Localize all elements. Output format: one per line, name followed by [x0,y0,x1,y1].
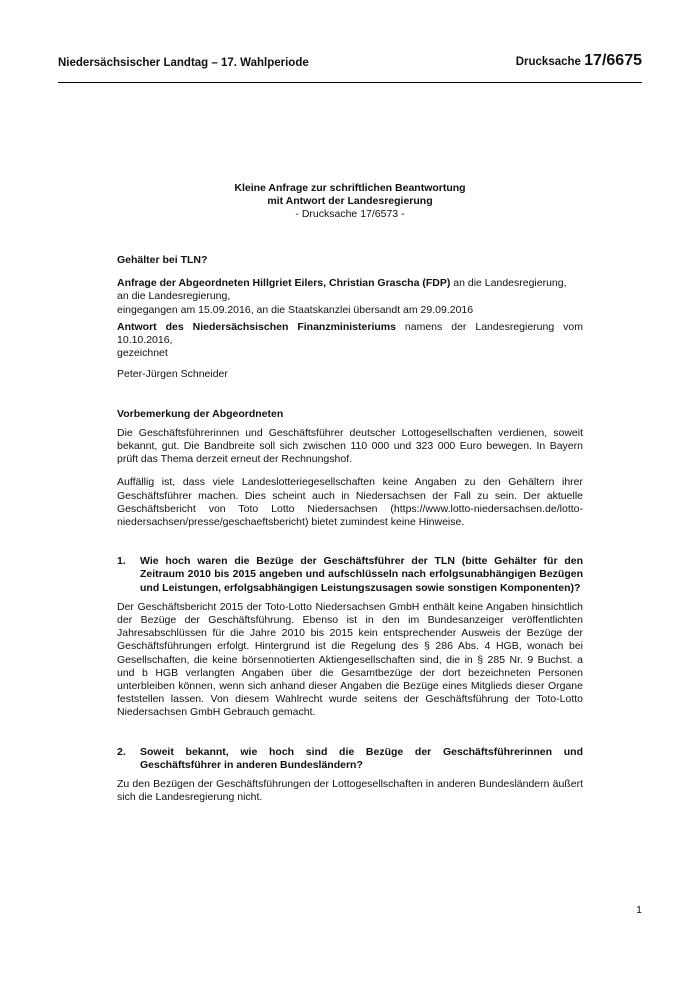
answer-signed: gezeichnet [117,347,168,360]
answer-ministry: Antwort des Niedersächsischen Finanzministeriums [117,320,396,333]
parliament-title: Niedersächsischer Landtag – 17. Wahlperiode [58,57,309,69]
document-label: Drucksache [515,56,581,68]
question-2 [117,746,583,772]
inquiry-addressee: an die Landesregierung, [450,277,567,290]
preface-paragraph-1: Die Geschäftsführerinnen und Geschäftsführer deutscher Lottogesellschaften verdienen, soweit bekannt, gut. Die Bandbreite soll sich zwischen 110 000 und 323 000 Euro bewegen. In Bayern prüft das Thema derzeit erneut der Rechnungshof. [117,426,583,466]
inquiry-authors: Anfrage der Abgeordneten Hillgriet Eilers, Christian Grascha (FDP) [117,277,451,290]
signatory: Peter-Jürgen Schneider [117,368,228,381]
answer-date: namens der Landesregierung vom 10.10.2016, [117,320,583,347]
document-number-value: 17/6675 [584,52,642,69]
preface-paragraph-2: Auffällig ist, dass viele Landeslotteriegesellschaften keine Angaben zu den Gehältern ihrer Geschäftsführer machen. Dies scheint auch in Niedersachsen der Fall zu sein. Der aktuelle Geschäftsbericht von Toto Lotto Niedersachsen (https://www.lotto-niedersachsen.de/lotto-niedersachsen/presse/geschaeftsbericht) bietet zumindest keine Hinweise. [117,476,583,529]
inquiry-dates: eingegangen am 15.09.2016, an die Staatskanzlei übersandt am 29.09.2016 [117,303,474,316]
answer-info [117,321,583,347]
page-number: 1 [636,904,642,916]
title-block [58,182,642,221]
inquiry-line-2: an die Landesregierung, [117,290,231,303]
question-text: Wie hoch waren die Bezüge der Geschäftsführer der TLN (bitte Gehälter für den Zeitraum 2010 bis 2015 angeben und aufschlüsseln nach erfolgsunabhängigen Bezügen und Leistungen, erfolgsabhängigen Leistungszusagen sowie sonstigen Komponenten)? [140,555,583,594]
question-text: Soweit bekannt, wie hoch sind die Bezüge der Geschäftsführerinnen und Geschäftsführer in anderen Bundesländern? [140,745,583,771]
page-header [58,52,642,83]
question-number: 1. [117,555,126,568]
title-line-2: mit Antwort der Landesregierung [267,195,433,207]
preface-heading: Vorbemerkung der Abgeordneten [117,407,284,420]
title-line-1: Kleine Anfrage zur schriftlichen Beantwortung [234,182,466,194]
inquiry-line-1 [117,277,583,290]
answer-2: Zu den Bezügen der Geschäftsführungen der Lottogesellschaften in anderen Bundesländern äußert sich die Landesregierung nicht. [117,778,583,804]
question-number: 2. [117,745,126,758]
document-number [516,52,642,70]
question-1 [117,555,583,595]
answer-1: Der Geschäftsbericht 2015 der Toto-Lotto Niedersachsen GmbH enthält keine Angaben hinsichtlich der Bezüge der Geschäftsführung. Ebenso ist in den im Bundesanzeiger veröffentlichten Jahresabschlüssen für die Jahre 2010 bis 2015 kein entsprechender Ausweis der Bezüge der Geschäftsführungen erfolgt. Hintergrund ist die Regelung des § 286 Abs. 4 HGB, wonach bei Gesellschaften, die keine börsennotierten Aktiengesellschaften sind, die in § 285 Nr. 9 Buchst. a und b HGB verlangten Angaben über die Gesamtbezüge der dort bezeichneten Personen unterbleiben können, wenn sich anhand dieser Angaben die Bezüge eines Mitglieds dieser Organe feststellen lassen. Von diesem Wahlrecht wurde seitens der Geschäftsführung der Toto-Lotto Niedersachsen GmbH Gebrauch gemacht. [117,600,583,719]
document-body [117,254,583,805]
title-line-3: - Drucksache 17/6573 - [295,208,405,220]
subject-heading: Gehälter bei TLN? [117,254,208,266]
